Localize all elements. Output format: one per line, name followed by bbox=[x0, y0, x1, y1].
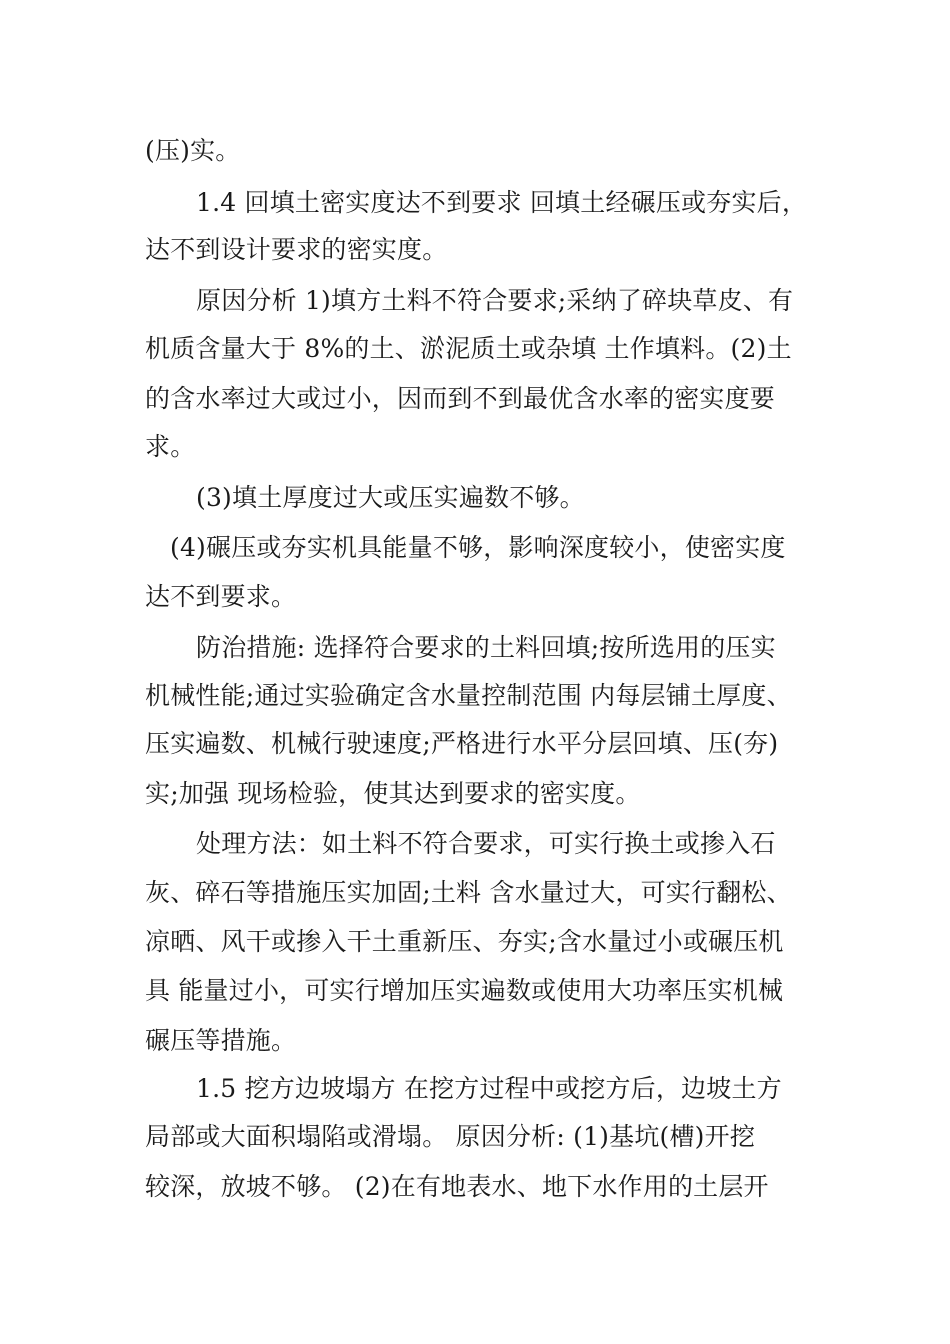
text-line: 达不到要求。 bbox=[145, 582, 297, 611]
text-line: 求。 bbox=[145, 432, 196, 461]
text-line: 机械性能;通过实验确定含水量控制范围 内每层铺土厚度、 bbox=[145, 681, 792, 710]
text-line: 实;加强 现场检验，使其达到要求的密实度。 bbox=[145, 779, 641, 808]
text-line: 1.5 挖方边坡塌方 在挖方过程中或挖方后，边坡土方 bbox=[196, 1074, 782, 1103]
text-line: 处理方法：如土料不符合要求，可实行换土或掺入石 bbox=[196, 829, 776, 858]
text-line: 原因分析 1)填方土料不符合要求;采纳了碎块草皮、有 bbox=[196, 286, 794, 315]
text-line: 1.4 回填土密实度达不到要求 回填土经碾压或夯实后， bbox=[196, 188, 808, 217]
text-line: 防治措施: 选择符合要求的土料回填;按所选用的压实 bbox=[196, 633, 776, 662]
text-line: 灰、碎石等措施压实加固;土料 含水量过大，可实行翻松、 bbox=[145, 878, 792, 907]
text-line: 机质含量大于 8%的土、淤泥质土或杂填 土作填料。(2)土 bbox=[145, 334, 792, 363]
text-line: (4)碾压或夯实机具能量不够，影响深度较小，使密实度 bbox=[170, 533, 786, 562]
text-line: 压实遍数、机械行驶速度;严格进行水平分层回填、压(夯) bbox=[145, 729, 779, 758]
text-line: 碾压等措施。 bbox=[145, 1026, 297, 1055]
text-line: 局部或大面积塌陷或滑塌。 原因分析: (1)基坑(槽)开挖 bbox=[145, 1122, 756, 1151]
text-line: 具 能量过小，可实行增加压实遍数或使用大功率压实机械 bbox=[145, 976, 784, 1005]
text-line: (压)实。 bbox=[145, 136, 241, 165]
text-line: 的含水率过大或过小，因而到不到最优含水率的密实度要 bbox=[145, 384, 776, 413]
text-line: (3)填土厚度过大或压实遍数不够。 bbox=[196, 483, 585, 512]
text-line: 达不到设计要求的密实度。 bbox=[145, 235, 448, 264]
text-line: 凉晒、风干或掺入干土重新压、夯实;含水量过小或碾压机 bbox=[145, 927, 784, 956]
text-line: 较深，放坡不够。 (2)在有地表水、地下水作用的土层开 bbox=[145, 1172, 769, 1201]
